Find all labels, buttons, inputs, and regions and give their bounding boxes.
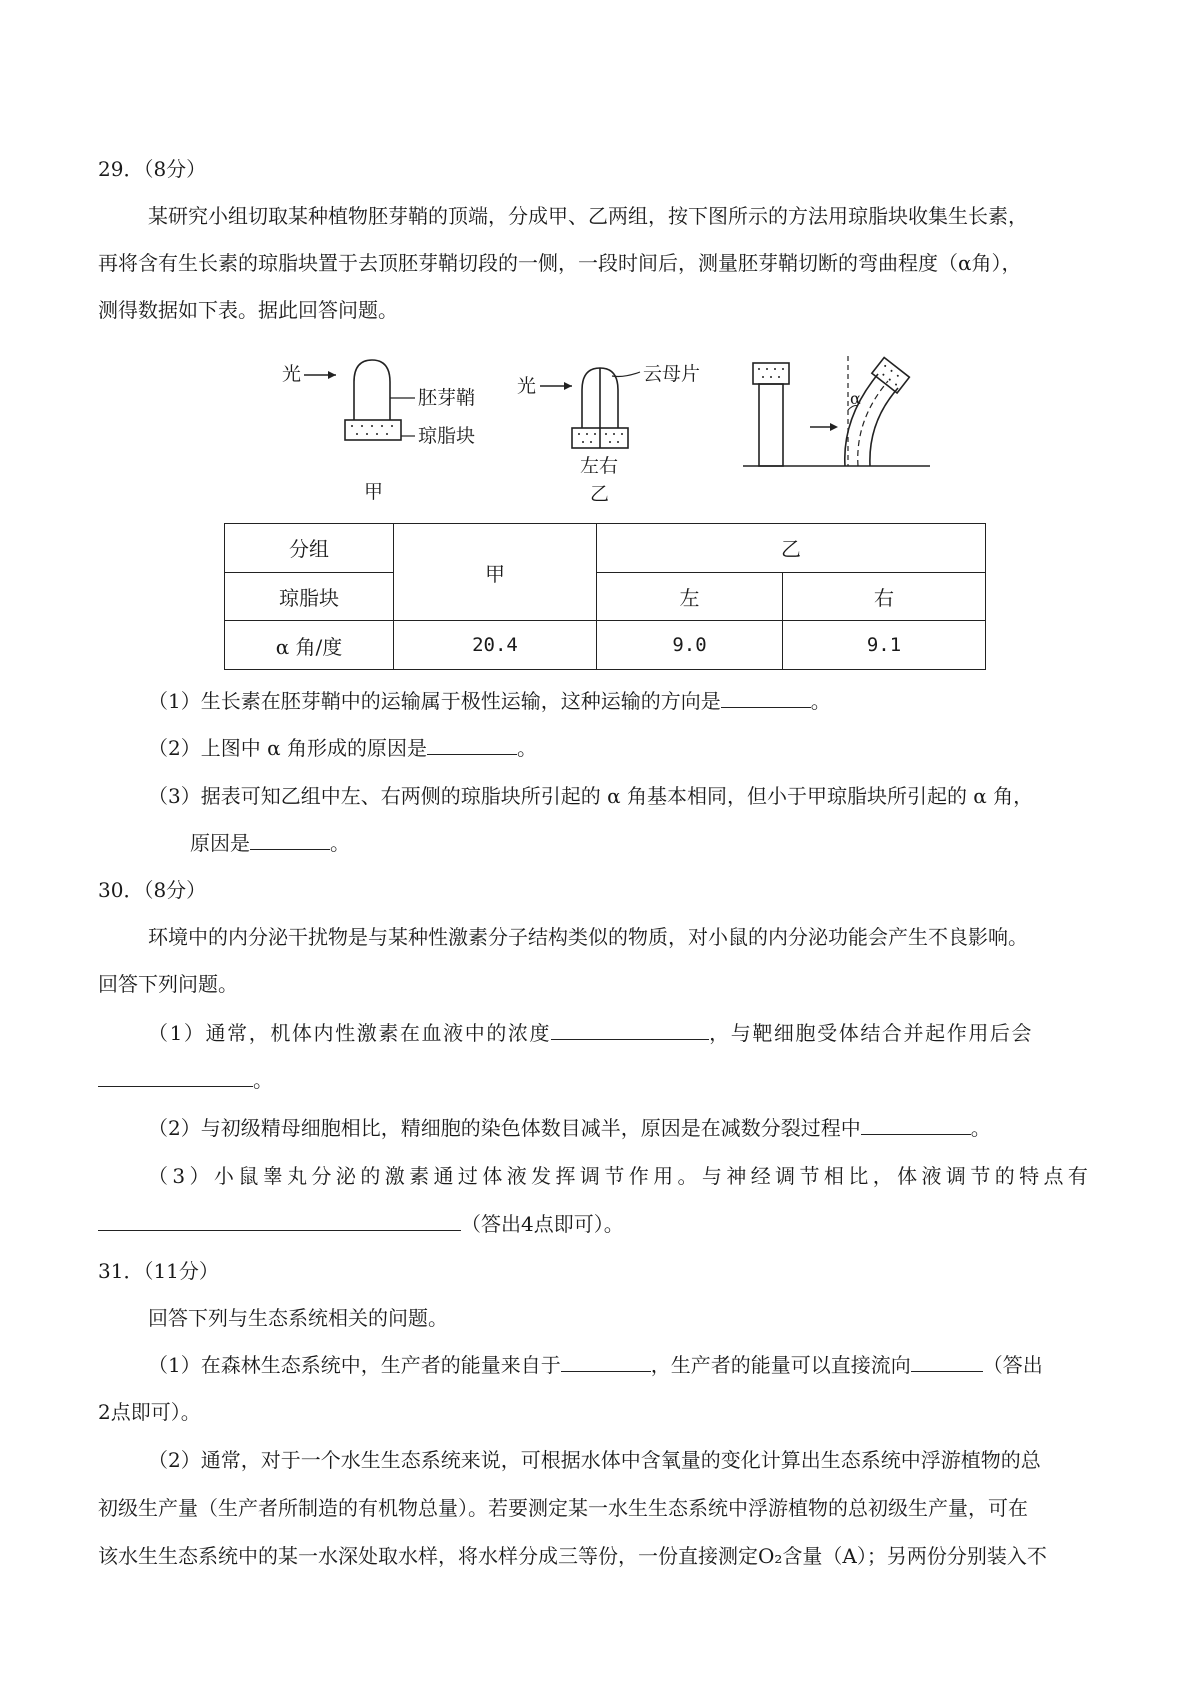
header-group: 分组: [225, 524, 394, 573]
question-30-part-3-line-1: （3）小鼠睾丸分泌的激素通过体液发挥调节作用。与神经调节相比，体液调节的特点有: [148, 1164, 1093, 1188]
alpha-label: α: [850, 389, 861, 408]
question-29-intro-line-3: 测得数据如下表。据此回答问题。: [98, 298, 398, 322]
answer-blank: [98, 1212, 461, 1231]
answer-blank: [250, 831, 330, 850]
answer-blank: [98, 1068, 253, 1087]
decapitated-coleoptile: [759, 384, 783, 466]
question-29-part-3-line-2: 原因是 。: [190, 831, 350, 855]
question-31-part-1-line-1: （1）在森林生态系统中，生产者的能量来自于 ，生产者的能量可以直接流向 （答出: [148, 1353, 1043, 1377]
header-group-b: 乙: [597, 524, 986, 573]
answer-blank: [721, 689, 811, 708]
bent-axis: [858, 381, 888, 466]
auxin-experiment-figure: [0, 0, 1200, 520]
coleoptile-a: [354, 360, 390, 420]
agar-block-a: [345, 420, 401, 440]
question-31-part-2-line-3: 该水生生态系统中的某一水深处取水样，将水样分成三等份，一份直接测定O₂含量（A）；另两份分别装入不: [98, 1544, 1047, 1568]
question-31-part-2-line-2: 初级生产量（生产者所制造的有机物总量）。若要测定某一水生生态系统中浮游植物的总初级生产量，可在: [98, 1496, 1028, 1520]
question-30-part-2: （2）与初级精母细胞相比，精细胞的染色体数目减半，原因是在减数分裂过程中 。: [148, 1116, 991, 1140]
question-30-part-1-line-2: 。: [98, 1068, 273, 1092]
group-a-label: 甲: [364, 481, 384, 503]
question-31-number: 31．（11分）: [98, 1259, 219, 1283]
answer-blank: [561, 1353, 651, 1372]
question-29-number: 29．（8分）: [98, 157, 207, 181]
question-31-part-1-line-2: 2点即可）。: [98, 1400, 201, 1424]
value-group-a: 20.4: [394, 621, 597, 670]
agar-block-on-top: [753, 363, 789, 384]
left-right-label: 左右: [580, 455, 619, 477]
question-29-intro-line-2: 再将含有生长素的琼脂块置于去顶胚芽鞘切段的一侧，一段时间后，测量胚芽鞘切断的弯曲程度（α角），: [98, 251, 1022, 275]
question-29-intro-line-1: 某研究小组切取某种植物胚芽鞘的顶端，分成甲、乙两组，按下图所示的方法用琼脂块收集生长素，: [148, 204, 1028, 228]
question-30-number: 30．（8分）: [98, 878, 207, 902]
header-left: 左: [597, 572, 783, 621]
question-31-part-2-line-1: （2）通常，对于一个水生生态系统来说，可根据水体中含氧量的变化计算出生态系统中浮游植物的总: [148, 1448, 1041, 1472]
light-label-a: 光: [282, 363, 302, 385]
answer-blank: [427, 736, 517, 755]
question-29-part-1: （1）生长素在胚芽鞘中的运输属于极性运输，这种运输的方向是 。: [148, 689, 831, 713]
question-30-intro-line-2: 回答下列问题。: [98, 972, 238, 996]
bent-coleoptile-left: [845, 374, 878, 466]
header-right: 右: [783, 572, 986, 621]
agar-label: 琼脂块: [418, 425, 476, 447]
value-right: 9.1: [783, 621, 986, 670]
group-b-label: 乙: [590, 483, 610, 505]
question-29-part-3-line-1: （3）据表可知乙组中左、右两侧的琼脂块所引起的 α 角基本相同，但小于甲琼脂块所引起的 α 角，: [148, 784, 1034, 808]
alpha-angle-table: [224, 523, 986, 670]
value-left: 9.0: [597, 621, 783, 670]
header-group-a: 甲: [394, 524, 597, 621]
question-30-part-3-line-2: （答出4点即可）。: [98, 1212, 624, 1236]
question-30-intro-line-1: 环境中的内分泌干扰物是与某种性激素分子结构类似的物质，对小鼠的内分泌功能会产生不良影响。: [148, 925, 1028, 949]
header-agar: 琼脂块: [225, 572, 394, 621]
coleoptile-label: 胚芽鞘: [418, 387, 476, 409]
question-29-part-2: （2）上图中 α 角形成的原因是 。: [148, 736, 537, 760]
bent-coleoptile-right: [870, 388, 898, 466]
answer-blank: [551, 1021, 709, 1040]
answer-blank: [911, 1353, 983, 1372]
answer-blank: [861, 1116, 971, 1135]
row-label-angle: α 角/度: [225, 621, 394, 670]
mica-label: 云母片: [643, 363, 701, 385]
light-label-b: 光: [517, 375, 537, 397]
question-30-part-1-line-1: （1）通常，机体内性激素在血液中的浓度 ，与靶细胞受体结合并起作用后会: [148, 1021, 1034, 1045]
question-31-intro: 回答下列与生态系统相关的问题。: [148, 1306, 448, 1330]
